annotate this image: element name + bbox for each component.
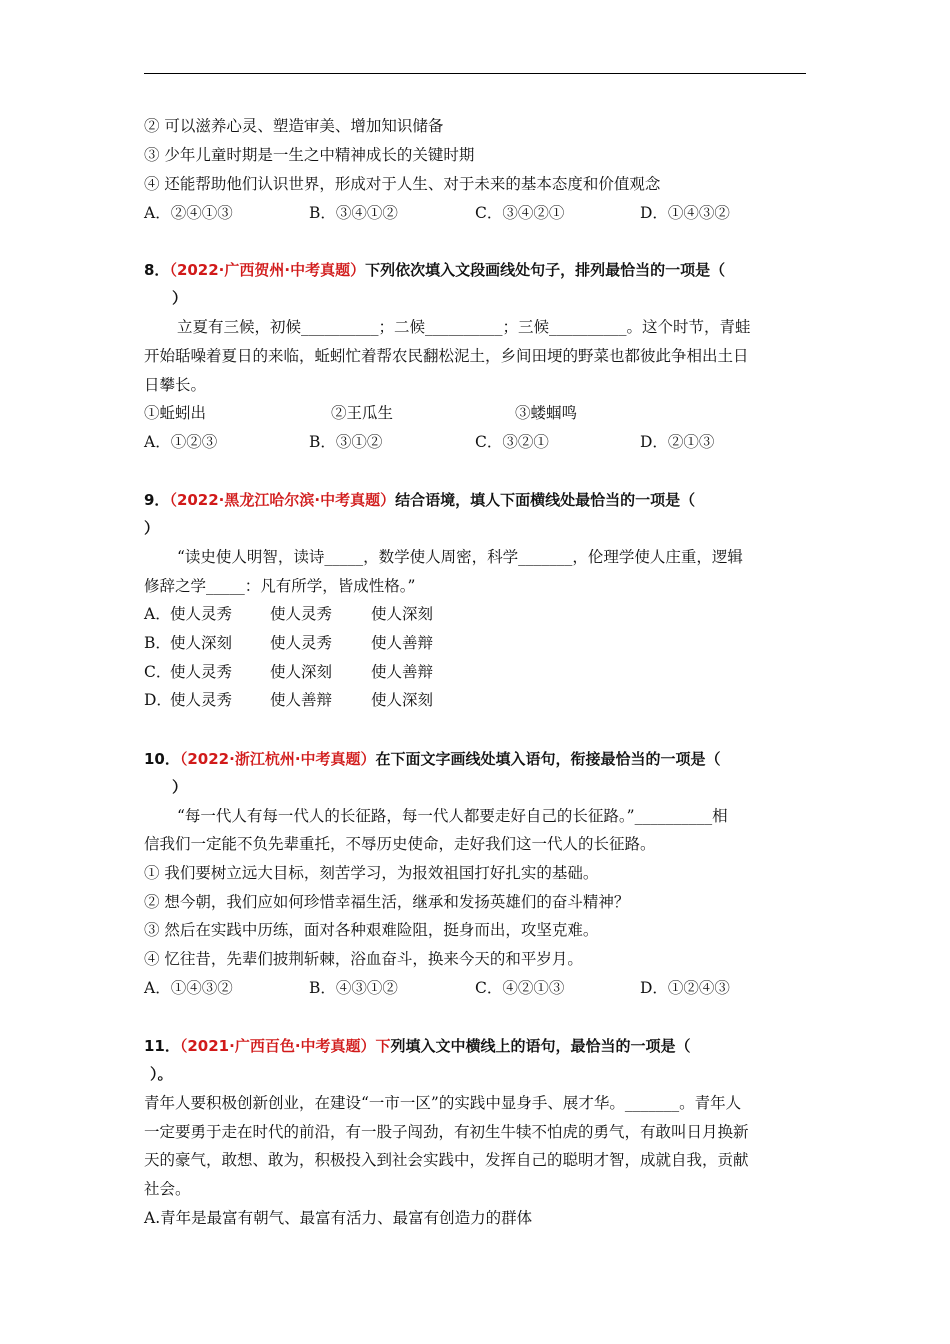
- option-b: B．③①②: [309, 433, 383, 451]
- q10-source: （2022·浙江杭州·中考真题）: [179, 750, 376, 768]
- q9-passage-line: 修辞之学_____：凡有所学，皆成性格。”: [144, 577, 416, 595]
- q8-item-3: ③蝼蝈鸣: [515, 404, 578, 422]
- q9-number: 9．: [144, 491, 170, 509]
- q10-item-1: ① 我们要树立远大目标，刻苦学习，为报效祖国打好扎实的基础。: [144, 864, 599, 882]
- q10-item-2: ② 想今朝，我们应如何珍惜幸福生活，继承和发扬英雄们的奋斗精神？: [144, 893, 630, 911]
- q9-passage-line: “读史使人明智，读诗_____，数学使人周密，科学_______，伦理学使人庄重，逻辑: [177, 548, 743, 566]
- option-c: C．③④②①: [475, 204, 565, 222]
- q8-item-2: ②王瓜生: [331, 404, 394, 422]
- option-d: D．②①③: [640, 433, 715, 451]
- q11-stem-text: 列填入文中横线上的语句，最恰当的一项是（: [390, 1037, 691, 1055]
- option-a: A．①④③②: [144, 979, 233, 997]
- q11-source: （2021·广西百色·中考真题）: [179, 1037, 376, 1055]
- option-b: B．④③①②: [309, 979, 398, 997]
- q11-passage-line: 一定要勇于走在时代的前沿，有一股子闯劲，有初生牛犊不怕虎的勇气，有敢叫日月换新: [144, 1123, 749, 1141]
- q11-number: 11．: [144, 1037, 180, 1055]
- option-part: 使人灵秀: [170, 663, 233, 681]
- q10-passage-line: “每一代人有每一代人的长征路，每一代人都要走好自己的长征路。”__________相: [177, 807, 728, 825]
- option-part: 使人善辩: [270, 691, 333, 709]
- option-label: B．: [144, 634, 171, 652]
- prev-item-4: ④ 还能帮助他们认识世界，形成对于人生、对于未来的基本态度和价值观念: [144, 175, 661, 193]
- q10-item-4: ④ 忆往昔，先辈们披荆斩棘，浴血奋斗，换来今天的和平岁月。: [144, 950, 583, 968]
- q11-stem-end: ）。: [150, 1065, 173, 1083]
- option-label: C．: [144, 663, 172, 681]
- q8-passage-line: 开始聒噪着夏日的来临，蚯蚓忙着帮农民翻松泥土，乡间田埂的野菜也都彼此争相出土日: [144, 347, 749, 365]
- q10-stem-end: ）: [172, 778, 188, 796]
- option-d: D．①②④③: [640, 979, 730, 997]
- q9-source: （2022·黑龙江哈尔滨·中考真题）: [169, 491, 396, 509]
- q10-number: 10．: [144, 750, 180, 768]
- prev-item-3: ③ 少年儿童时期是一生之中精神成长的关键时期: [144, 146, 475, 164]
- q9-stem: [144, 490, 695, 512]
- q9-stem-text: 结合语境，填人下面横线处最恰当的一项是（: [395, 491, 696, 509]
- option-d: D．①④③②: [640, 204, 730, 222]
- q8-stem-end: ）: [172, 289, 188, 307]
- option-part: 使人深刻: [270, 663, 333, 681]
- q8-number: 8．: [144, 261, 170, 279]
- option-part: 使人灵秀: [270, 605, 333, 623]
- q9-stem-end: ）: [144, 519, 160, 537]
- option-part: 使人灵秀: [170, 691, 233, 709]
- option-part: 使人善辩: [371, 663, 434, 681]
- q8-stem: [144, 260, 725, 282]
- option-part: 使人深刻: [371, 691, 434, 709]
- q11-stem: [144, 1036, 691, 1058]
- q8-passage-line: 日攀长。: [144, 376, 207, 394]
- option-part: 使人深刻: [371, 605, 434, 623]
- option-part: 使人灵秀: [170, 605, 233, 623]
- q11-passage-line: 青年人要积极创新创业，在建设“一市一区”的实践中显身手、展才华。_______。青年人: [144, 1094, 742, 1112]
- option-label: D．: [144, 691, 172, 709]
- option-a: A．①②③: [144, 433, 218, 451]
- header-rule: [144, 73, 806, 74]
- prev-item-2: ② 可以滋养心灵、塑造审美、增加知识储备: [144, 117, 444, 135]
- q10-stem-text: 在下面文字画线处填入语句，衔接最恰当的一项是（: [375, 750, 721, 768]
- q11-option-a: A.青年是最富有朝气、最富有活力、最富有创造力的群体: [144, 1209, 533, 1227]
- q10-passage-line: 信我们一定能不负先辈重托，不辱历史使命，走好我们这一代人的长征路。: [144, 835, 656, 853]
- option-c: C．③②①: [475, 433, 549, 451]
- option-part: 使人灵秀: [270, 634, 333, 652]
- option-part: 使人善辩: [371, 634, 434, 652]
- q11-passage-line: 天的豪气，敢想、敢为，积极投入到社会实践中，发挥自己的聪明才智，成就自我，贡献: [144, 1151, 749, 1169]
- option-c: C．④②①③: [475, 979, 565, 997]
- q8-source: （2022·广西贺州·中考真题）: [169, 261, 366, 279]
- option-label: A．: [144, 605, 171, 623]
- q11-source-tail: 下: [375, 1037, 391, 1055]
- q8-item-1: ①蚯蚓出: [144, 404, 207, 422]
- q10-item-3: ③ 然后在实践中历练，面对各种艰难险阻，挺身而出，攻坚克难。: [144, 921, 599, 939]
- q11-passage-line: 社会。: [144, 1180, 191, 1198]
- option-b: B．③④①②: [309, 204, 398, 222]
- option-a: A．②④①③: [144, 204, 233, 222]
- q8-stem-text: 下列依次填入文段画线处句子，排列最恰当的一项是（: [365, 261, 726, 279]
- q8-passage-line: 立夏有三候，初候__________；二候__________；三候__________。这个时节，青蛙: [177, 318, 751, 336]
- option-part: 使人深刻: [170, 634, 233, 652]
- q10-stem: [144, 749, 721, 771]
